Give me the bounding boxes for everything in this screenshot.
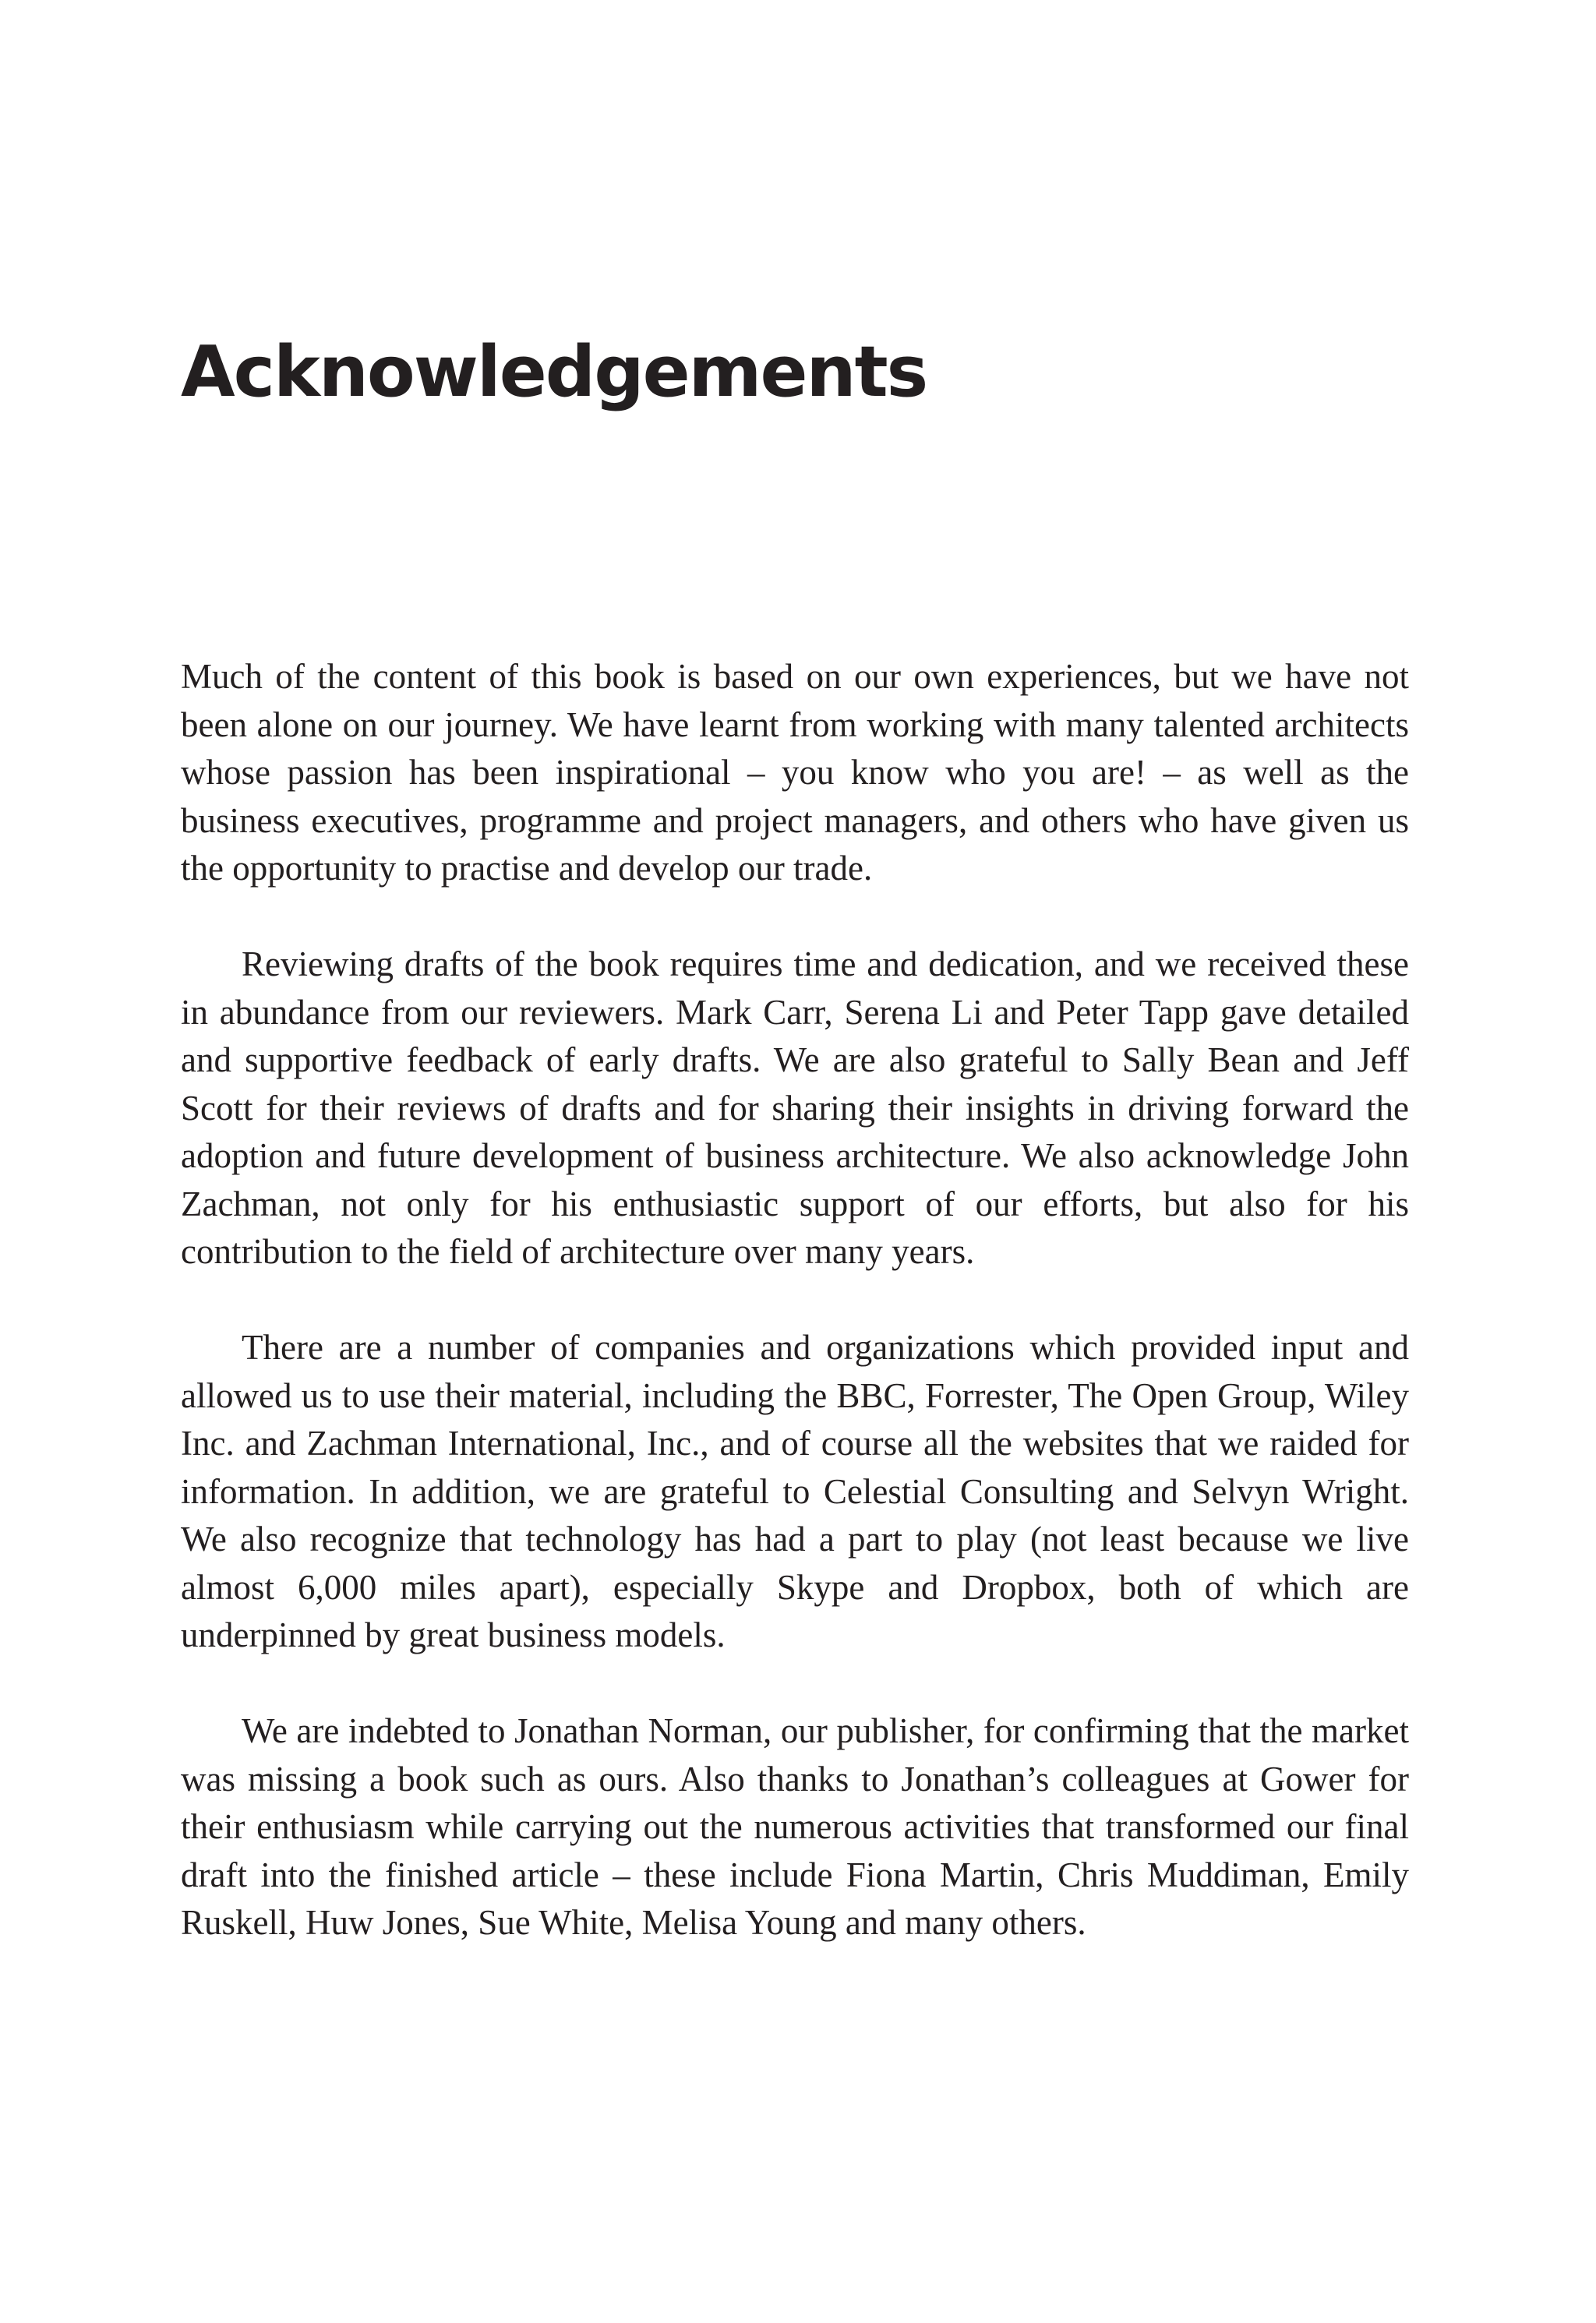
paragraph-1: Much of the content of this book is based on our own experiences, but we have not been alone on our journey. We have learnt from working with many talented architects whose passion has been inspirational – you know who you are! – as well as the business executives, programme and project managers, and others who have given us the opportunity to practise and develop our trade. bbox=[181, 657, 1409, 888]
body-text bbox=[181, 653, 1409, 1947]
paragraph-3: There are a number of companies and organizations which provided input and allowed us to use their material, including the BBC, Forrester, The Open Group, Wiley Inc. and Zachman International, Inc., and of course all the websites that we raided for information. In addition, we are grateful to Celestial Consulting and Selvyn Wright. We also recognize that technology has had a part to play (not least because we live almost 6,000 miles apart), especially Skype and Dropbox, both of which are underpinned by great business models. bbox=[181, 1328, 1409, 1654]
paragraph-2: Reviewing drafts of the book requires time and dedication, and we received these in abundance from our reviewers. Mark Carr, Serena Li and Peter Tapp gave detailed and supportive feedback of early drafts. We are also grateful to Sally Bean and Jeff Scott for their reviews of drafts and for sharing their insights in driving forward the adoption and future development of business architecture. We also acknowledge John Zachman, not only for his enthusiastic support of our efforts, but also for his contribution to the field of architecture over many years. bbox=[181, 944, 1409, 1271]
paragraph-4: We are indebted to Jonathan Norman, our publisher, for confirming that the market was missing a book such as ours. Also thanks to Jonathan’s colleagues at Gower for their enthusiasm while carrying out the numerous activities that transformed our final draft into the finished article – these include Fiona Martin, Chris Muddiman, Emily Ruskell, Huw Jones, Sue White, Melisa Young and many others. bbox=[181, 1711, 1409, 1942]
chapter-title: Acknowledgements bbox=[181, 331, 927, 413]
